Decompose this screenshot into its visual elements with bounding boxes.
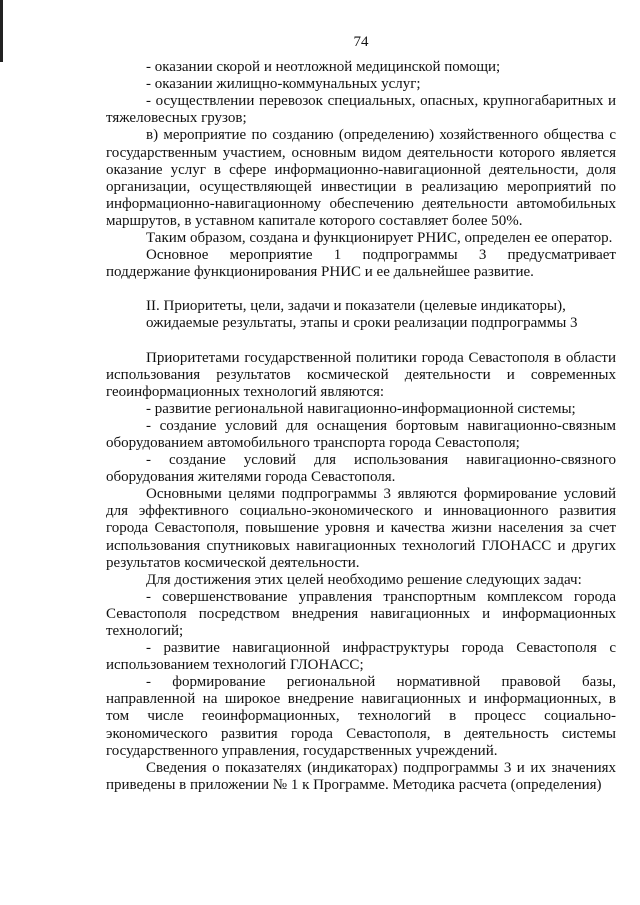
list-item: - создание условий для использования навигационно-связного оборудования жителями города Севастополя. <box>106 452 616 486</box>
list-item: - оказании жилищно-коммунальных услуг; <box>146 76 421 93</box>
paragraph: Сведения о показателях (индикаторах) подпрограммы 3 и их значениях приведены в приложении № 1 к Программе. Методика расчета (определения) <box>106 759 616 793</box>
section-heading: II. Приоритеты, цели, задачи и показатели (целевые индикаторы), ожидаемые результаты, этапы и сроки реализации подпрограммы 3 <box>146 298 578 332</box>
list-item: - создание условий для оснащения бортовым навигационно-связным оборудованием автомобильного транспорта города Севастополя; <box>106 417 616 451</box>
paragraph: Основными целями подпрограммы 3 являются формирование условий для эффективного социально-экономического и инновационного развития города Севастополя, повышение уровня и качества жизни населения за счет использования спутниковых навигационных технологий ГЛОНАСС и других результатов космической деятельности. <box>106 486 616 571</box>
paragraph: Основное мероприятие 1 подпрограммы 3 предусматривает поддержание функционирования РНИС и ее дальнейшее развитие. <box>106 247 616 281</box>
paragraph: в) мероприятие по созданию (определению) хозяйственного общества с государственным участием, основным видом деятельности которого является оказание услуг в сфере информационно-навигационной деятельности, доля организации, осуществляющей инвестиции в реализацию мероприятий по информационно-навигационному обеспечению деятельности автомобильных маршрутов, в уставном капитале которого составляет более 50%. <box>106 127 616 229</box>
paragraph: Для достижения этих целей необходимо решение следующих задач: <box>146 571 582 588</box>
list-item: - совершенствование управления транспортным комплексом города Севастополя посредством внедрения навигационных и информационных технологий; <box>106 588 616 639</box>
list-item: - развитие региональной навигационно-информационной системы; <box>146 400 576 417</box>
list-item: - оказании скорой и неотложной медицинской помощи; <box>146 59 501 76</box>
page-number: 74 <box>353 34 369 50</box>
paragraph: Таким образом, создана и функционирует РНИС, определен ее оператор. <box>146 230 613 247</box>
document-page <box>106 34 616 794</box>
paragraph: Приоритетами государственной политики города Севастополя в области использования результатов космической деятельности и современных геоинформационных технологий являются: <box>106 349 616 400</box>
list-item: - развитие навигационной инфраструктуры города Севастополя с использованием технологий ГЛОНАСС; <box>106 640 616 674</box>
list-item: - осуществлении перевозок специальных, опасных, крупногабаритных и тяжеловесных грузов; <box>106 93 616 127</box>
page-edge-mark <box>0 0 3 62</box>
list-item: - формирование региональной нормативной правовой базы, направленной на широкое внедрение навигационных и информационных, в том числе геоинформационных, технологий в процесс социально-экономического развития города Севастополя, в деятельность системы государственного управления, государственных учреждений. <box>106 674 616 759</box>
